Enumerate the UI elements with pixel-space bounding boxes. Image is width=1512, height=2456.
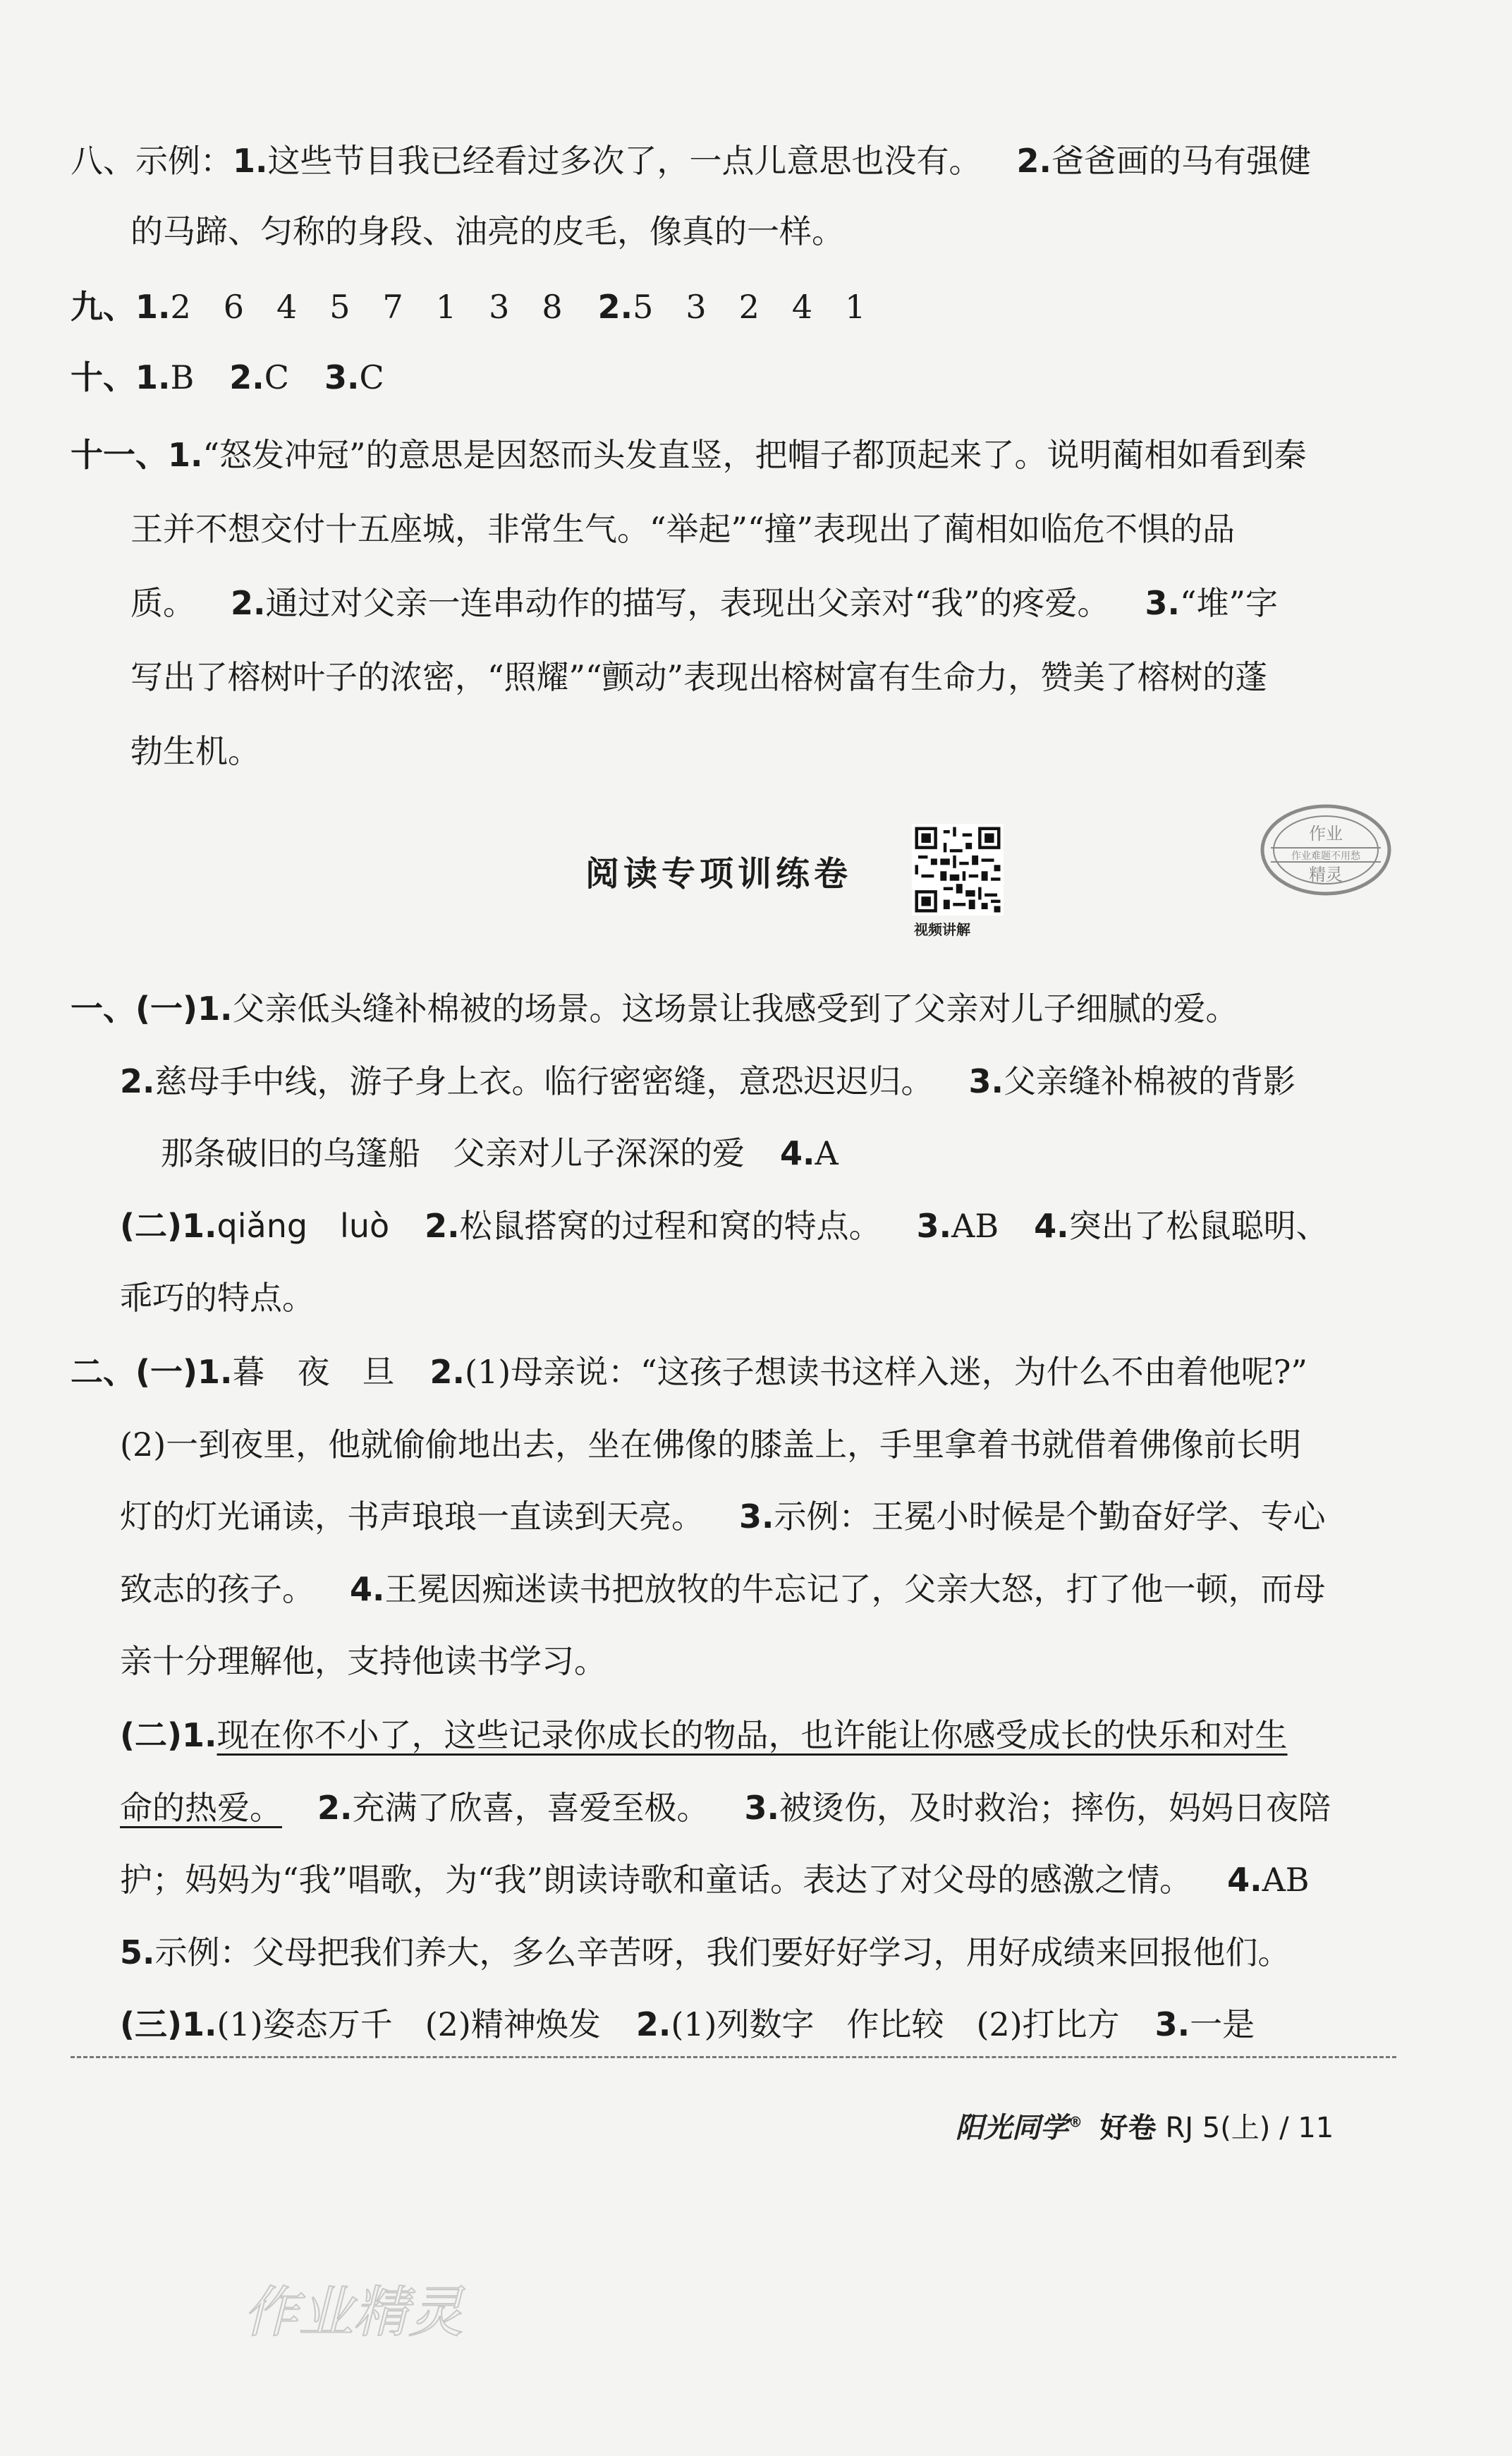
- answer-line: 乖巧的特点。: [120, 1279, 315, 1317]
- page-number: 11: [1298, 2112, 1334, 2144]
- answer-line: 十、1.B 2.C 3.C: [71, 358, 384, 396]
- series-name: 好卷: [1099, 2112, 1157, 2144]
- stamp-bottom-text: 精灵: [1309, 865, 1343, 884]
- answer-line: 致志的孩子。 4.王冕因痴迷读书把放牧的牛忘记了，父亲大怒，打了他一顿，而母: [120, 1570, 1326, 1608]
- answer-line: 命的热爱。 2.充满了欣喜，喜爱至极。 3.被烫伤，及时救治；摔伤，妈妈日夜陪: [120, 1789, 1331, 1827]
- answer-line: 王并不想交付十五座城，非常生气。“举起”“撞”表现出了蔺相如临危不惧的品: [130, 510, 1236, 548]
- section-title: 阅读专项训练卷: [585, 854, 853, 894]
- answer-line: 八、示例：1.这些节目我已经看过多次了，一点儿意思也没有。 2.爸爸画的马有强健: [71, 142, 1311, 180]
- answer-line: (三)1.(1)姿态万千 (2)精神焕发 2.(1)列数字 作比较 (2)打比方 3.一是: [120, 2005, 1255, 2043]
- page-footer: 阳光同学® 好卷 RJ 5(上) / 11: [956, 2112, 1334, 2144]
- answer-line: 亲十分理解他，支持他读书学习。: [120, 1642, 606, 1680]
- answer-line: 的马蹄、匀称的身段、油亮的皮毛，像真的一样。: [130, 212, 844, 250]
- qr-label: 视频讲解: [914, 921, 970, 938]
- watermark: [243, 2271, 469, 2349]
- homework-stamp-icon: [1255, 797, 1396, 903]
- answer-line: 灯的灯光诵读，书声琅琅一直读到天亮。 3.示例：王冕小时候是个勤奋好学、专心: [120, 1497, 1326, 1536]
- answer-line: 十一、1.“怒发冲冠”的意思是因怒而头发直竖，把帽子都顶起来了。说明蔺相如看到秦: [71, 436, 1307, 474]
- answer-line: (2)一到夜里，他就偷偷地出去，坐在佛像的膝盖上，手里拿着书就借着佛像前长明: [120, 1425, 1302, 1464]
- qr-code-icon[interactable]: [912, 824, 1004, 916]
- answer-line: (二)1.现在你不小了，这些记录你成长的物品，也许能让你感受成长的快乐和对生: [120, 1716, 1288, 1754]
- answer-line: 勃生机。: [130, 732, 260, 770]
- answer-line: 写出了榕树叶子的浓密，“照耀”“颤动”表现出榕树富有生命力，赞美了榕树的蓬: [130, 658, 1268, 696]
- footer-divider: [71, 2056, 1396, 2058]
- watermark-text: 作业精灵: [243, 2281, 464, 2345]
- stamp-top-text: 作业: [1309, 824, 1343, 844]
- answer-line: 护；妈妈为“我”唱歌，为“我”朗读诗歌和童话。表达了对父母的感激之情。 4.AB: [120, 1861, 1310, 1899]
- answer-line: 2.慈母手中线，游子身上衣。临行密密缝，意恐迟迟归。 3.父亲缝补棉被的背影: [120, 1062, 1295, 1100]
- brand-logo: 阳光同学®: [956, 2112, 1083, 2144]
- stamp-middle-text: 作业难题不用愁: [1291, 851, 1360, 862]
- grade-label: RJ 5(上): [1165, 2112, 1271, 2144]
- answer-line: (二)1.qiǎng luò 2.松鼠搭窝的过程和窝的特点。 3.AB 4.突出了松鼠聪明、: [120, 1207, 1329, 1245]
- answer-line: 九、1.2 6 4 5 7 1 3 8 2.5 3 2 4 1: [71, 288, 866, 326]
- answer-line: 质。 2.通过对父亲一连串动作的描写，表现出父亲对“我”的疼爱。 3.“堆”字: [130, 584, 1279, 622]
- answer-line: 那条破旧的乌篷船 父亲对儿子深深的爱 4.A: [161, 1134, 839, 1172]
- answer-line: 二、(一)1.暮 夜 旦 2.(1)母亲说：“这孩子想读书这样入迷，为什么不由着他呢?”: [71, 1353, 1307, 1391]
- answer-line: 一、(一)1.父亲低头缝补棉被的场景。这场景让我感受到了父亲对儿子细腻的爱。: [71, 990, 1238, 1028]
- answer-line: 5.示例：父母把我们养大，多么辛苦呀，我们要好好学习，用好成绩来回报他们。: [120, 1933, 1291, 1971]
